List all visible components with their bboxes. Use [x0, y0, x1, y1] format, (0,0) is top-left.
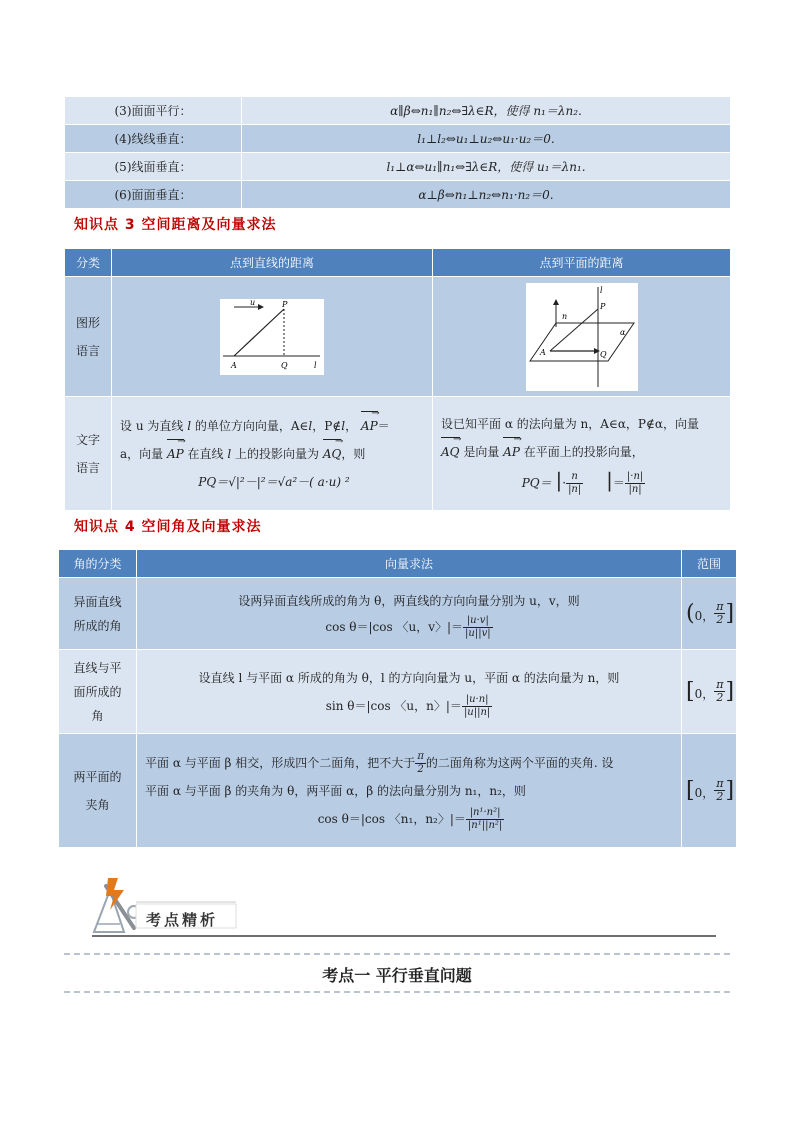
vector-aq: AQ →	[323, 440, 342, 468]
label-p: P	[282, 299, 288, 309]
label-a: A	[231, 360, 237, 370]
table-row	[59, 578, 737, 650]
label-alpha: α	[619, 327, 625, 337]
label-u: u	[250, 298, 256, 307]
point-plane-figure	[526, 283, 638, 391]
row-label: (3)面面平行：	[65, 97, 242, 125]
text-point-line: 设 u 为直线 l 的单位方向向量，A∈l，P∉l， AP →＝ a，向量 AP → 在直线 l 上的投影向量为 AQ →，则 PQ＝√|²－|²＝√a²－( a·u) ²	[112, 397, 433, 511]
table-row	[65, 397, 731, 511]
method-cell: 设两异面直线所成的角为 θ，两直线的方向向量分别为 u，v，则 cos θ＝|cos 〈u，v〉|＝ $\frac{|u\cdot v|}{|u||v|}$	[137, 578, 682, 650]
range-cell: (0， $\frac{\pi}{2}$ ]	[682, 578, 737, 650]
label-p: P	[599, 301, 605, 311]
header-vector-method: 向量求法	[137, 550, 682, 578]
row-label: 文字 语言	[65, 397, 112, 511]
distance-formula: PQ＝√|²－|²＝√a²－( a·u) ²	[198, 474, 350, 489]
range-cell: [0， $\frac{\pi}{2}$ ]	[682, 734, 737, 848]
row-label: 直线与平 面所成的 角	[59, 650, 137, 734]
table-header-row	[59, 550, 737, 578]
plane-distance-formula: PQ＝ |· $\frac{n}{|n|}$ |＝ $\frac{|\cdot n|}{|n|}$	[521, 468, 644, 495]
label-l: l	[314, 360, 317, 370]
header-point-plane: 点到平面的距离	[433, 249, 731, 277]
method-cell: 设直线 l 与平面 α 所成的角为 θ，l 的方向向量为 u，平面 α 的法向量为 n，则 sin θ＝|cos 〈u，n〉|＝ $\frac{|u\cdot n|}{|u||n|}$	[137, 650, 682, 734]
label-q: Q	[599, 349, 607, 359]
label-n: n	[561, 311, 567, 321]
section-banner	[90, 872, 720, 942]
vector-aq: AQ →	[441, 438, 460, 466]
row-formula: l₁⊥α⇔u₁∥n₁⇔∃λ∈R，使得 u₁＝λn₁.	[242, 153, 731, 181]
distance-table	[64, 248, 731, 511]
compass-ruler-icon	[94, 878, 140, 932]
label-l: l	[599, 285, 603, 295]
row-formula: α⊥β⇔n₁⊥n₂⇔n₁·n₂＝0.	[242, 181, 731, 209]
range-cell: [0， $\frac{\pi}{2}$ ]	[682, 650, 737, 734]
angle-table	[58, 549, 737, 848]
divider-bottom	[64, 991, 730, 993]
topic-heading: 考点一 平行垂直问题	[322, 966, 472, 985]
banner-title: 考点精析	[146, 911, 219, 929]
text-point-plane: 设已知平面 α 的法向量为 n，A∈α，P∉α，向量 AQ → 是向量 AP → 在平面上的投影向量， PQ＝ |· $\frac{n}{|n|}$ |＝ $\frac{|\cdot n|}{|n|}$	[433, 397, 731, 511]
section4-title: 知识点 4 空间角及向量求法	[74, 519, 262, 535]
header-point-line: 点到直线的距离	[112, 249, 433, 277]
row-formula: α∥β⇔n₁∥n₂⇔∃λ∈R，使得 n₁＝λn₂.	[242, 97, 731, 125]
table-row	[59, 734, 737, 848]
vector-ap: AP →	[167, 440, 184, 468]
row-label: (5)线面垂直：	[65, 153, 242, 181]
table-row	[65, 125, 731, 153]
table-row	[65, 97, 731, 125]
header-angle-type: 角的分类	[59, 550, 137, 578]
point-line-figure	[220, 299, 324, 375]
table-row	[65, 277, 731, 397]
section3-title: 知识点 3 空间距离及向量求法	[74, 217, 277, 233]
table-header-row	[65, 249, 731, 277]
row-label: 两平面的 夹角	[59, 734, 137, 848]
row-formula: l₁⊥l₂⇔u₁⊥u₂⇔u₁·u₂＝0.	[242, 125, 731, 153]
top-table	[64, 96, 731, 209]
figure-cell-plane	[433, 277, 731, 397]
label-q: Q	[281, 360, 288, 370]
figure-cell-line	[112, 277, 433, 397]
header-range: 范围	[682, 550, 737, 578]
label-a: A	[539, 347, 546, 357]
divider-top	[64, 953, 730, 955]
vector-ap: AP →	[503, 438, 520, 466]
table-row	[65, 153, 731, 181]
row-label: (6)面面垂直：	[65, 181, 242, 209]
row-label: 异面直线 所成的角	[59, 578, 137, 650]
banner-graphic	[90, 872, 720, 942]
table-row	[59, 650, 737, 734]
row-label: 图形 语言	[65, 277, 112, 397]
table-row	[65, 181, 731, 209]
row-label: (4)线线垂直：	[65, 125, 242, 153]
method-cell: 平面 α 与平面 β 相交，形成四个二面角，把不大于 $\frac{\pi}{2}$ 的二面角称为这两个平面的夹角. 设 平面 α 与平面 β 的夹角为 θ，两平面 α，β 的法向量分别为 n₁，n₂，则 cos θ＝|cos 〈n₁，n₂〉|＝ $\frac{\text{|n¹·n²|}}{\text{|n¹||n²|}}$	[137, 734, 682, 848]
header-category: 分类	[65, 249, 112, 277]
vector-ap: AP →	[361, 412, 378, 440]
